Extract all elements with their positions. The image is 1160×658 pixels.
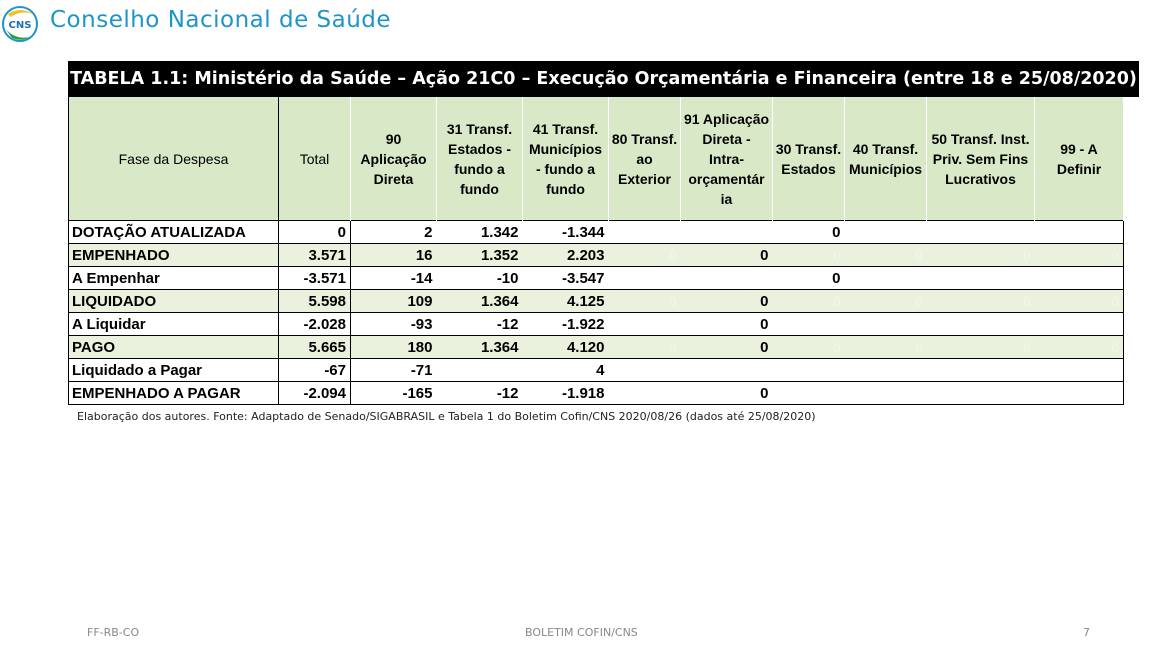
column-header: 31 Transf. Estados - fundo a fundo [437,97,523,221]
table-cell: 0 [845,290,927,313]
row-label: LIQUIDADO [69,290,279,313]
table-cell: 0 [609,244,681,267]
table-cell: -1.918 [523,382,609,405]
table-cell: 0 [845,244,927,267]
column-header: 50 Transf. Inst. Priv. Sem Fins Lucrativos [927,97,1035,221]
table-cell: 4 [523,359,609,382]
table-cell [1035,267,1124,290]
table-cell: 0 [773,336,845,359]
table-cell: 0 [773,244,845,267]
table-cell [845,267,927,290]
brand-title: Conselho Nacional de Saúde [50,7,392,33]
table-cell: -71 [351,359,437,382]
row-label: EMPENHADO [69,244,279,267]
table-cell [681,359,773,382]
row-label: A Liquidar [69,313,279,336]
table-cell: 0 [279,221,351,244]
table-title: TABELA 1.1: Ministério da Saúde – Ação 21C0 – Execução Orçamentária e Financeira (entre 18 e 25/08/2020) [68,61,1139,97]
table-cell: -10 [437,267,523,290]
table-cell [609,313,681,336]
table-cell [609,267,681,290]
table-cell [845,382,927,405]
table-cell: 0 [845,336,927,359]
table-cell: 0 [773,267,845,290]
table-cell: 4.120 [523,336,609,359]
table-cell [681,221,773,244]
table-cell [845,313,927,336]
table-cell: 0 [927,290,1035,313]
row-label: EMPENHADO A PAGAR [69,382,279,405]
table-cell: -12 [437,382,523,405]
row-label: Liquidado a Pagar [69,359,279,382]
table-cell: 0 [773,221,845,244]
table-cell: -2.094 [279,382,351,405]
column-header: 80 Transf. ao Exterior [609,97,681,221]
table-cell [1035,382,1124,405]
logo-text: CNS [8,20,32,31]
footer-page-number: 7 [1083,626,1090,639]
table-cell: 0 [927,336,1035,359]
table-cell: 0 [681,290,773,313]
table-cell [927,267,1035,290]
table-cell: 0 [773,290,845,313]
table-cell [609,359,681,382]
table-row [69,359,1124,382]
table-cell [927,382,1035,405]
table-cell: 1.364 [437,336,523,359]
table-cell [927,359,1035,382]
table-cell: 0 [927,244,1035,267]
table-cell [437,359,523,382]
table-cell: -67 [279,359,351,382]
table-cell [609,382,681,405]
table-cell [927,313,1035,336]
table-cell: 1.364 [437,290,523,313]
footer-center: BOLETIM COFIN/CNS [525,626,638,639]
cns-logo [0,4,40,44]
table-cell: -1.344 [523,221,609,244]
table-row [69,267,1124,290]
table-cell: -12 [437,313,523,336]
table-row [69,336,1124,359]
table-cell: 0 [681,382,773,405]
table-cell: -165 [351,382,437,405]
table-cell: 0 [609,336,681,359]
footer-left: FF-RB-CO [87,626,140,639]
row-label: DOTAÇÃO ATUALIZADA [69,221,279,244]
table-cell: 180 [351,336,437,359]
table-cell: -3.547 [523,267,609,290]
table-row [69,313,1124,336]
table-cell: -1.922 [523,313,609,336]
table-cell: 5.598 [279,290,351,313]
column-header: 40 Transf. Municípios [845,97,927,221]
table-cell: 0 [681,313,773,336]
table-cell: -93 [351,313,437,336]
column-header: 90 Aplicação Direta [351,97,437,221]
table-row [69,244,1124,267]
table-cell: 0 [681,244,773,267]
table-cell: 2.203 [523,244,609,267]
table-cell: -14 [351,267,437,290]
table-cell: 0 [1035,244,1124,267]
table-cell [773,382,845,405]
table-cell: 5.665 [279,336,351,359]
table-cell [845,221,927,244]
table-cell: 16 [351,244,437,267]
table-cell [681,267,773,290]
table-cell [1035,359,1124,382]
column-header: Total [279,97,351,221]
table-cell [1035,313,1124,336]
table-row [69,221,1124,244]
table-cell: 1.352 [437,244,523,267]
column-header: Fase da Despesa [69,97,279,221]
budget-table [68,97,1124,405]
table-cell: 2 [351,221,437,244]
table-cell [609,221,681,244]
table-cell: 0 [1035,290,1124,313]
table-cell: 0 [1035,336,1124,359]
table-cell [773,359,845,382]
column-header: 41 Transf. Municípios - fundo a fundo [523,97,609,221]
table-cell [845,359,927,382]
table-cell: 109 [351,290,437,313]
table-cell [1035,221,1124,244]
row-label: A Empenhar [69,267,279,290]
row-label: PAGO [69,336,279,359]
column-header: 91 Aplicação Direta - Intra-orçamentár ia [681,97,773,221]
table-cell: 0 [609,290,681,313]
source-note: Elaboração dos autores. Fonte: Adaptado de Senado/SIGABRASIL e Tabela 1 do Boletim Cofin/CNS 2020/08/26 (dados até 25/08/2020) [77,410,816,423]
table-cell: 1.342 [437,221,523,244]
table-row [69,290,1124,313]
table-cell: -3.571 [279,267,351,290]
column-header: 30 Transf. Estados [773,97,845,221]
table-cell [773,313,845,336]
table-cell [927,221,1035,244]
table-cell: 4.125 [523,290,609,313]
table-cell: -2.028 [279,313,351,336]
table-cell: 3.571 [279,244,351,267]
table-row [69,382,1124,405]
table-cell: 0 [681,336,773,359]
column-header: 99 - A Definir [1035,97,1124,221]
